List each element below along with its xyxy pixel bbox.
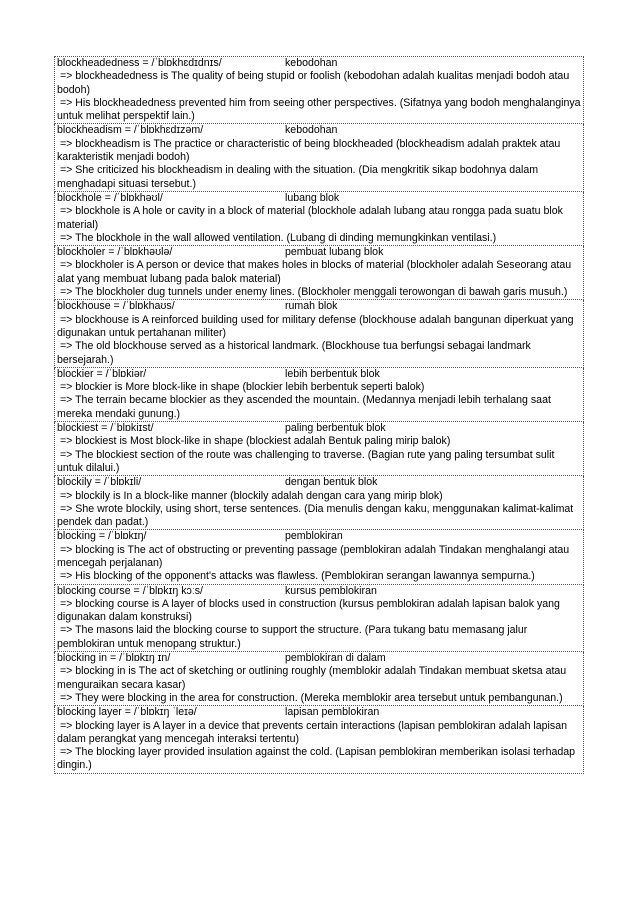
arrow-marker: => [57,96,76,109]
entry-definition-line [57,205,581,232]
entry-example-line [57,286,581,299]
entry-example: She wrote blockily, using short, terse sentences. (Dia menulis dengan kaku, menggunakan kalimat-kalimat pendek dan padat.) [57,502,577,529]
entry-translation: kebodohan [285,57,338,69]
entry-word-pronunciation [57,585,285,598]
entry-pronunciation: /ˈblɒkɪŋ ɪn/ [119,652,171,665]
entry-definition: blocking is The act of obstructing or preventing passage (pemblokiran adalah Tindakan menghalangi atau mencegah perjalanan) [57,543,573,569]
entry-definition-line [57,314,581,341]
arrow-marker: => [57,543,76,556]
entry-definition: blocking layer is A layer in a device that prevents certain interactions (lapisan pemblokiran adalah lapisan dalam perangkat yang mencegah interaksi tertentu) [57,719,570,745]
arrow-marker: => [57,624,76,637]
entry-definition: blockheadism is The practice or characteristic of being blockheaded (blockheadism adalah praktek atau karakteristik menjadi bodoh) [57,137,564,164]
entry-definition: blocking course is A layer of blocks used in construction (kursus pemblokiran adalah lapisan balok yang digunakan dalam konstruksi) [57,597,563,624]
entry-definition: blockhouse is A reinforced building used for military defense (blockhouse adalah bangunan diperkuat yang digunakan untuk pertahanan militer) [57,313,577,339]
dictionary-entry [54,368,584,422]
entry-example: The terrain became blockier as they ascended the mountain. (Medannya menjadi lebih terhalang saat mereka mendaki gunung.) [57,394,554,420]
entry-definition: blockier is More block-like in shape (blockier lebih berbentuk seperti balok) [75,381,425,394]
arrow-marker: => [57,691,76,704]
arrow-marker: => [57,137,76,150]
entry-word: blockier [57,367,94,380]
arrow-marker: => [57,205,76,218]
entry-word: blockhole [57,191,102,204]
equals-sign: = [110,300,123,313]
dictionary-entry [54,246,584,300]
arrow-marker: => [57,259,76,272]
entry-word-pronunciation [57,530,285,543]
equals-sign: = [121,706,134,719]
entry-example-line [57,232,581,245]
entry-pronunciation: /ˈblɒkhɛdɪdnɪs/ [151,57,222,69]
entry-header [57,585,581,598]
entry-definition-line [57,259,581,286]
arrow-marker: => [57,570,76,583]
entry-example: His blockheadedness prevented him from seeing other perspectives. (Sifatnya yang bodoh menghalanginya untuk melihat perspektif lain.) [57,96,584,123]
entry-definition: blockheadedness is The quality of being stupid or foolish (kebodohan adalah kualitas menjadi bodoh atau bodoh) [57,70,573,96]
entry-translation: rumah blok [285,300,338,313]
entry-word: blockheadedness [57,57,140,69]
entry-example: They were blocking in the area for construction. (Mereka memblokir area tersebut untuk pembangunan.) [75,691,563,704]
entry-word: blocking in [57,652,108,665]
equals-sign: = [95,530,108,543]
entry-definition-line [57,435,581,448]
entry-word: blockholer [57,246,106,259]
entry-header [57,192,581,205]
entry-definition: blocking in is The act of sketching or outlining roughly (memblokir adalah Tindakan membuat sketsa atau menguraikan secara kasar) [57,665,570,691]
dictionary-entry [54,124,584,191]
entry-translation: lubang blok [285,191,340,204]
arrow-marker: => [57,394,76,407]
entry-example: The blockiest section of the route was challenging to traverse. (Bagian rute yang paling tersumbat sulit untuk dilalui.) [57,448,558,474]
entry-pronunciation: /ˈblɒkhaʊs/ [122,300,175,313]
equals-sign: = [105,246,118,259]
entry-example-line [57,692,581,705]
entry-example-line [57,449,581,476]
entry-translation: pembuat lubang blok [285,246,384,259]
equals-sign: = [93,367,106,380]
entry-pronunciation: /ˈblɒkiɪst/ [110,422,154,435]
entry-header [57,368,581,381]
dictionary-document [54,56,584,774]
entry-translation: lebih berbentuk blok [285,367,380,380]
equals-sign: = [130,584,143,597]
entry-example: The blockholer dug tunnels under enemy lines. (Blockholer menggali terowongan di bawah garis musuh.) [75,286,568,299]
entry-translation: dengan bentuk blok [285,476,378,489]
entry-definition-line [57,720,581,747]
entry-word: blockhouse [57,300,111,313]
arrow-marker: => [57,448,76,461]
dictionary-entry [54,530,584,584]
entry-definition: blockhole is A hole or cavity in a block of material (blockhole adalah lubang atau rongga pada suatu blok material) [57,205,566,231]
equals-sign: = [98,422,111,435]
entry-example: The blockhole in the wall allowed ventilation. (Lubang di dinding memungkinkan ventilasi.) [75,231,497,244]
entry-example-line [57,340,581,367]
entry-pronunciation: /ˈblɒkɪŋ kɔːs/ [142,584,203,597]
equals-sign: = [107,652,120,665]
arrow-marker: => [57,665,76,678]
entry-pronunciation: /ˈblɒkhəʊlə/ [117,246,173,259]
entry-word: blockily [57,476,92,489]
entry-translation: kebodohan [285,124,338,137]
entry-example-line [57,96,584,124]
entry-definition-line [57,490,581,503]
entry-word-pronunciation [57,57,285,70]
entry-translation: paling berbentuk blok [285,422,386,435]
entry-word: blocking course [57,584,131,597]
arrow-marker: => [57,231,76,244]
equals-sign: = [121,124,134,137]
entry-header [57,300,581,313]
entry-definition: blockiest is Most block-like in shape (blockiest adalah Bentuk paling mirip balok) [75,435,451,448]
entry-word-pronunciation [57,476,285,489]
entry-definition: blockholer is A person or device that makes holes in blocks of material (blockholer adalah Seseorang atau alat yang membuat lubang pada balok material) [57,259,575,285]
entry-word-pronunciation [57,300,285,313]
entry-definition: blockily is In a block-like manner (blockily adalah dengan cara yang mirip blok) [75,489,443,502]
entry-translation: kursus pemblokiran [285,584,377,597]
entry-word-pronunciation [57,368,285,381]
entry-pronunciation: /ˈblɒkiər/ [105,367,147,380]
entry-header [57,652,581,665]
entry-example-line [57,503,581,530]
entry-example: His blocking of the opponent's attacks was flawless. (Pemblokiran serangan lawannya sempurna.) [75,570,535,583]
entry-example-line [57,394,581,421]
dictionary-entry [54,706,584,773]
entry-word: blocking layer [57,706,122,719]
entry-example-line [57,164,581,191]
entry-word-pronunciation [57,652,285,665]
entry-word-pronunciation [57,422,285,435]
dictionary-entry [54,192,584,246]
arrow-marker: => [57,597,76,610]
dictionary-entry [54,652,584,706]
equals-sign: = [91,476,104,489]
entry-translation: pemblokiran [285,530,343,543]
entry-definition-line [57,544,581,571]
entry-definition-line [57,665,581,692]
entry-pronunciation: /ˈblɒkɪli/ [103,476,142,489]
arrow-marker: => [57,435,76,448]
dictionary-entry [54,585,584,652]
equals-sign: = [139,57,152,69]
entry-header [57,422,581,435]
entry-example: The blocking layer provided insulation against the cold. (Lapisan pemblokiran memberikan isolasi terhadap dingin.) [57,746,578,772]
entry-word: blocking [57,530,96,543]
entry-header [57,706,581,719]
dictionary-entry [54,300,584,367]
entry-header [57,57,581,70]
entry-example-line [57,624,581,651]
arrow-marker: => [57,340,76,353]
arrow-marker: => [57,381,76,394]
entry-translation: lapisan pemblokiran [285,706,380,719]
dictionary-entry [54,476,584,530]
entry-example: She criticized his blockheadism in dealing with the situation. (Dia mengkritik sikap bodohnya dalam menghadapi situasi tersebut.) [57,164,542,190]
arrow-marker: => [57,489,76,502]
dictionary-entry [54,57,584,124]
entry-example-line [57,570,581,583]
entry-translation: pemblokiran di dalam [285,652,386,665]
entry-header [57,124,581,137]
entry-example-line [57,746,581,773]
entry-definition-line [57,598,581,625]
entry-header [57,246,581,259]
arrow-marker: => [57,719,76,732]
arrow-marker: => [57,164,76,177]
dictionary-entry [54,422,584,476]
entry-pronunciation: /ˈblɒkhɛdɪzəm/ [133,124,204,137]
equals-sign: = [101,191,114,204]
arrow-marker: => [57,70,76,83]
entry-pronunciation: /ˈblɒkɪŋ/ [107,530,147,543]
entry-word: blockiest [57,422,99,435]
arrow-marker: => [57,286,76,299]
arrow-marker: => [57,746,76,759]
entry-header [57,530,581,543]
entry-word-pronunciation [57,706,285,719]
entry-word: blockheadism [57,124,122,137]
entry-definition-line [57,381,581,394]
entry-word-pronunciation [57,246,285,259]
entry-pronunciation: /ˈblɒkhəʊl/ [113,191,163,204]
entry-word-pronunciation [57,124,285,137]
entry-header [57,476,581,489]
entry-example: The old blockhouse served as a historical landmark. (Blockhouse tua berfungsi sebagai landmark bersejarah.) [57,340,534,366]
entry-definition-line [57,138,581,165]
arrow-marker: => [57,313,76,326]
entry-word-pronunciation [57,192,285,205]
entry-definition-line [57,70,581,97]
arrow-marker: => [57,502,76,515]
entry-example: The masons laid the blocking course to support the structure. (Para tukang batu memasang jalur pemblokiran untuk menopang struktur.) [57,624,531,650]
entry-pronunciation: /ˈblɒkɪŋ ˈleɪə/ [133,706,197,719]
